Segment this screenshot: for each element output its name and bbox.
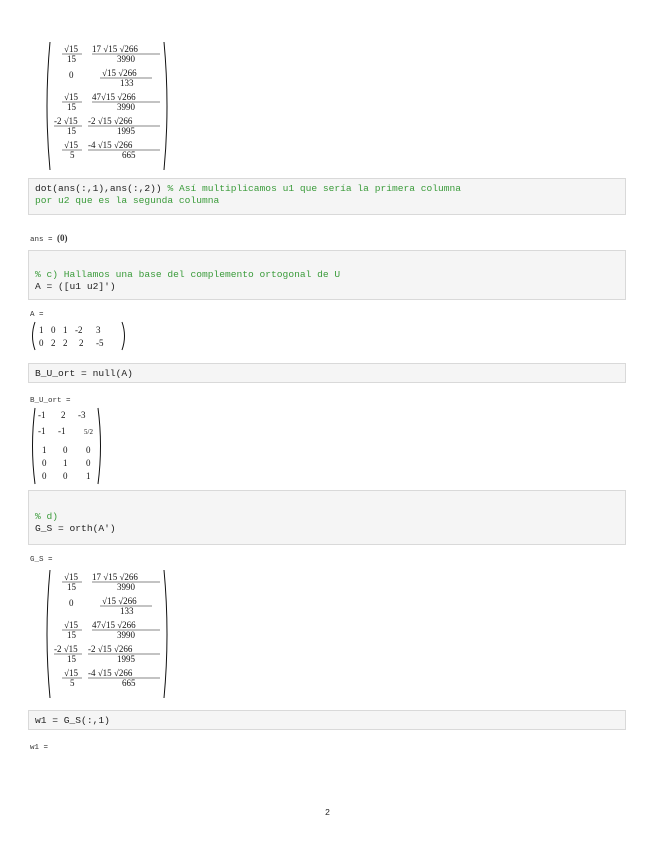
mg-r2-num: √15 (64, 620, 78, 630)
B-r4c0: 0 (42, 471, 47, 481)
mg-r3-den: 15 (67, 654, 76, 664)
mt-r0-num: √15 (64, 44, 78, 54)
mg-r1c1-num: √15 √266 (102, 596, 137, 606)
mg-r4c1-num: -4 √15 √266 (88, 668, 133, 678)
A-r0c3: -2 (75, 325, 83, 335)
output-A-label: A = (30, 311, 44, 319)
A-r1c1: 2 (51, 338, 56, 348)
code-null: B_U_ort = null(A) (35, 368, 133, 379)
mt-r3-den: 15 (67, 126, 76, 136)
mt-r4-num: √15 (64, 140, 78, 150)
B-r1c2: 5/2 (84, 428, 93, 436)
code-cell-d[interactable] (28, 490, 626, 545)
B-r3c1: 1 (63, 458, 68, 468)
A-r1c0: 0 (39, 338, 44, 348)
mt-r0c1-num: 17 √15 √266 (92, 44, 138, 54)
mg-r0-num: √15 (64, 572, 78, 582)
mt-r4c1-den: 665 (122, 150, 136, 160)
code-cell-c[interactable] (28, 250, 626, 300)
B-r3c0: 0 (42, 458, 47, 468)
mg-r0-den: 15 (67, 582, 76, 592)
mg-r0c1-den: 3990 (117, 582, 135, 592)
output-B-label: B_U_ort = (30, 397, 71, 405)
mg-r4-num: √15 (64, 668, 78, 678)
A-r0c2: 1 (63, 325, 68, 335)
B-r2c0: 1 (42, 445, 47, 455)
B-r2c2: 0 (86, 445, 91, 455)
mg-r4c1-den: 665 (122, 678, 136, 688)
code-cell-dot[interactable] (28, 178, 626, 215)
mg-r3c1-den: 1995 (117, 654, 135, 664)
mg-r0c1-num: 17 √15 √266 (92, 572, 138, 582)
code-d: G_S = orth(A') (35, 523, 116, 534)
output-G-label: G_S = (30, 556, 53, 564)
A-r1c4: -5 (96, 338, 104, 348)
code-c: A = ([u1 u2]') (35, 281, 116, 292)
B-r1c1: -1 (58, 426, 66, 436)
comment-dot-2: por u2 que es la segunda columna (35, 195, 220, 206)
comment-d: % d) (35, 511, 59, 522)
B-r4c1: 0 (63, 471, 68, 481)
mg-r3c1-num: -2 √15 √266 (88, 644, 133, 654)
mt-r3c1-den: 1995 (117, 126, 135, 136)
A-r0c4: 3 (96, 325, 101, 335)
mg-r4-den: 5 (70, 678, 75, 688)
mt-r2c1-den: 3990 (117, 102, 135, 112)
page-number: 2 (325, 807, 330, 817)
matrix-B-svg (30, 407, 110, 485)
matrix-top-svg (42, 40, 172, 172)
comment-c: % c) Hallamos una base del complemento ortogonal de U (35, 269, 341, 280)
B-r2c1: 0 (63, 445, 68, 455)
code-cell-w1[interactable] (28, 710, 626, 730)
mt-r1-num: 0 (69, 70, 74, 80)
ans-label: ans = (30, 236, 58, 244)
mg-r2c1-den: 3990 (117, 630, 135, 640)
ans-value: 0 (60, 233, 65, 243)
output-ans: ans = (0) (30, 233, 68, 244)
B-r1c0: -1 (38, 426, 46, 436)
mt-r0-den: 15 (67, 54, 76, 64)
mt-r2-den: 15 (67, 102, 76, 112)
B-r0c1: 2 (61, 410, 66, 420)
mg-r3-num: -2 √15 (54, 644, 78, 654)
mg-r1c1-den: 133 (120, 606, 134, 616)
B-r3c2: 0 (86, 458, 91, 468)
B-r0c0: -1 (38, 410, 46, 420)
mt-r2c1-num: 47√15 √266 (92, 92, 136, 102)
matrix-G (42, 568, 172, 700)
matrix-B (30, 407, 110, 485)
A-r0c1: 0 (51, 325, 56, 335)
mt-r2-num: √15 (64, 92, 78, 102)
B-r0c2: -3 (78, 410, 86, 420)
code-w1: w1 = G_S(:,1) (35, 715, 110, 726)
code-dot: dot(ans(:,1),ans(:,2)) (35, 183, 162, 194)
matrix-G-svg (42, 568, 172, 700)
comment-dot: % Así multiplicamos u1 que sería la primera columna (167, 183, 462, 194)
mt-r4c1-num: -4 √15 √266 (88, 140, 133, 150)
matrix-A (30, 321, 130, 351)
matrix-top (42, 40, 172, 172)
A-r0c0: 1 (39, 325, 44, 335)
A-r1c3: 2 (79, 338, 84, 348)
code-cell-null[interactable] (28, 363, 626, 383)
output-w1-label: w1 = (30, 744, 49, 752)
matrix-A-svg (30, 321, 130, 351)
mt-r0c1-den: 3990 (117, 54, 135, 64)
mg-r2-den: 15 (67, 630, 76, 640)
mt-r1c1-num: √15 √266 (102, 68, 137, 78)
mg-r2c1-num: 47√15 √266 (92, 620, 136, 630)
mt-r1c1-den: 133 (120, 78, 134, 88)
mt-r3c1-num: -2 √15 √266 (88, 116, 133, 126)
A-r1c2: 2 (63, 338, 68, 348)
mt-r4-den: 5 (70, 150, 75, 160)
mg-r1-num: 0 (69, 598, 74, 608)
mt-r3-num: -2 √15 (54, 116, 78, 126)
B-r4c2: 1 (86, 471, 91, 481)
